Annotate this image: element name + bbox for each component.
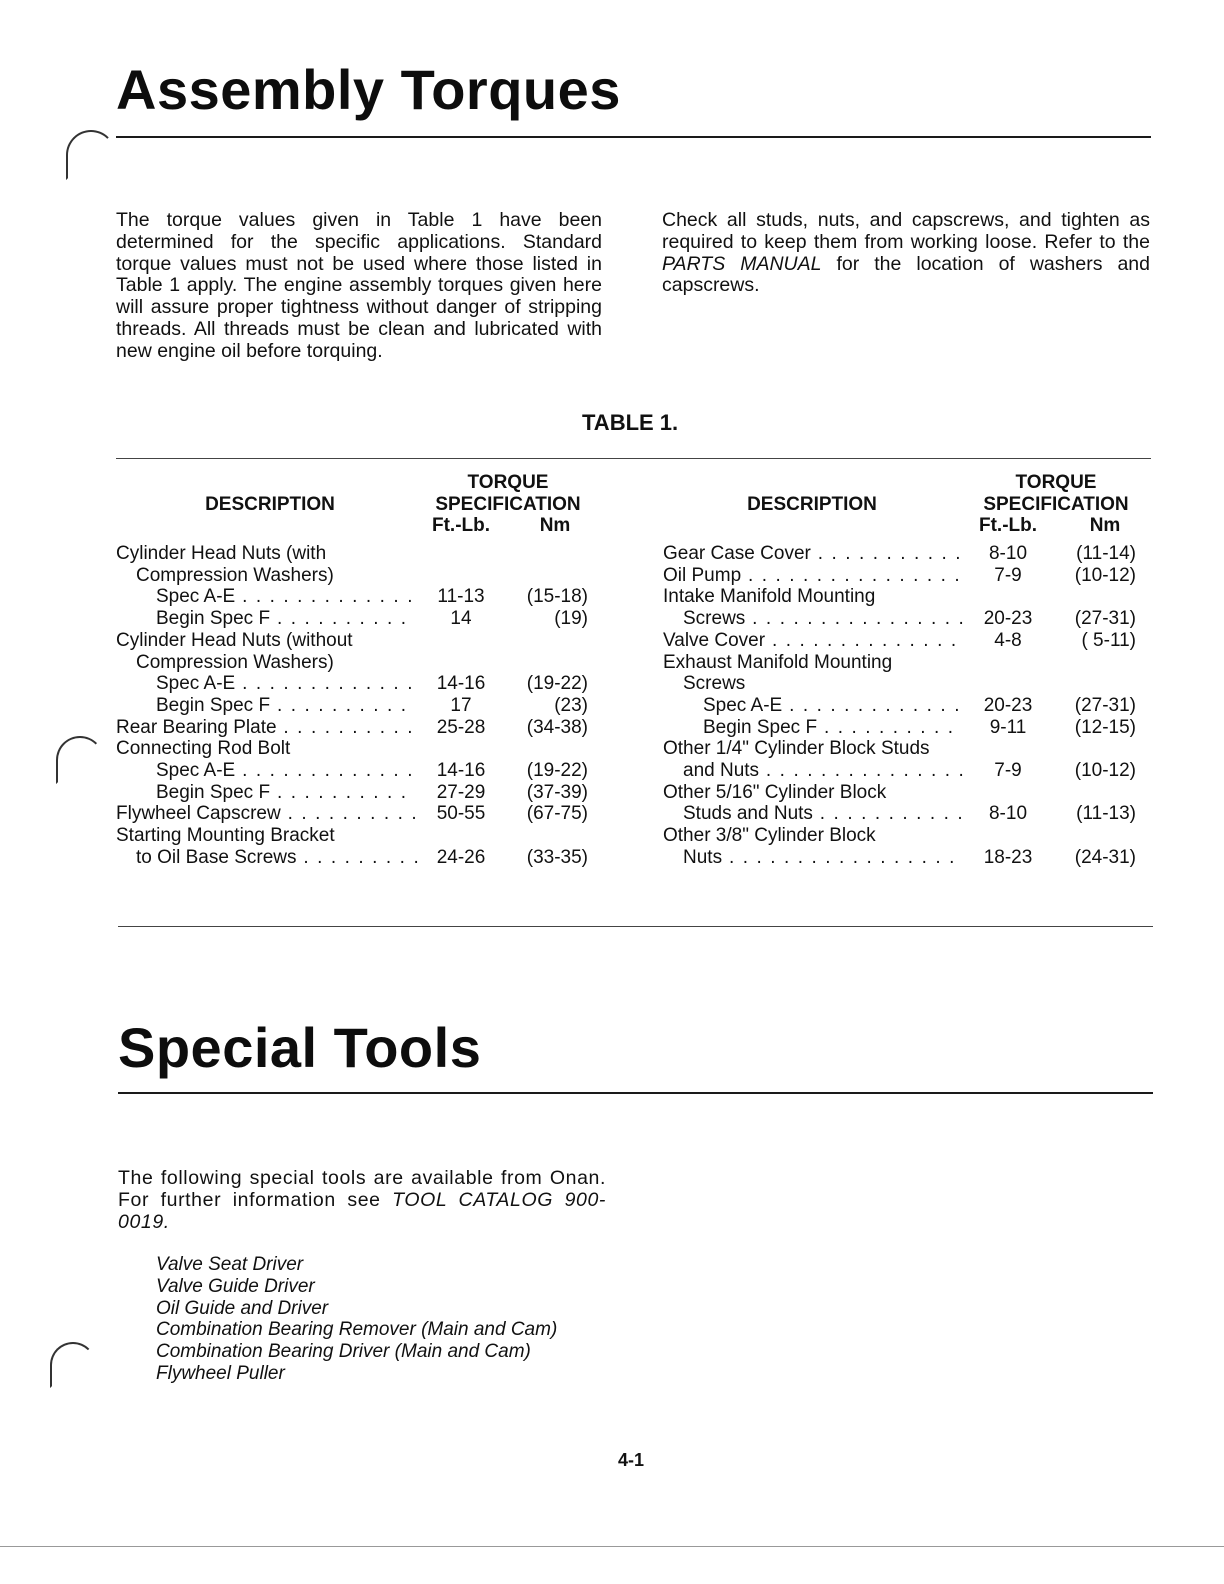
row-description-text: Spec A-E: [703, 694, 783, 716]
row-nm-value: ( 5-11): [1081, 629, 1136, 651]
row-description-text: Rear Bearing Plate: [116, 716, 277, 738]
row-description-text: Other 1/4" Cylinder Block Studs: [663, 738, 930, 760]
left-specification-header: SPECIFICATION: [435, 494, 581, 515]
dot-leader: . . . . . . . . . . .: [812, 803, 965, 825]
row-description: [663, 825, 876, 847]
row-description: [703, 695, 961, 717]
dot-leader: . . . . . . . . . . . . .: [235, 586, 415, 608]
row-ftlb-value: 9-11: [989, 716, 1027, 738]
right-description-header: DESCRIPTION: [747, 494, 877, 515]
table-row: [116, 847, 588, 869]
right-torque-header: TORQUE: [1015, 472, 1097, 493]
special-tools-rule: [118, 1092, 1153, 1094]
table-row: [663, 630, 1136, 652]
binder-hole-mark-top: [66, 130, 116, 180]
dot-leader: . . . . . . . . . .: [280, 803, 419, 825]
row-description-text: Valve Cover: [663, 629, 766, 651]
row-description: [156, 695, 408, 717]
row-description: [136, 847, 420, 869]
list-item: Combination Bearing Remover (Main and Cam): [156, 1319, 558, 1341]
row-description: [663, 782, 886, 804]
row-description-text: Cylinder Head Nuts (with: [116, 543, 327, 564]
page-bottom-rule: [0, 1546, 1224, 1547]
table-row: [663, 586, 1136, 608]
table-row: [116, 565, 588, 587]
row-description: [116, 803, 418, 825]
row-description-text: Screws: [683, 673, 746, 695]
dot-leader: . . . . . . . . . . . . .: [782, 694, 962, 716]
row-description-text: Other 3/8" Cylinder Block: [663, 825, 876, 847]
row-description-text: Begin Spec F: [703, 716, 818, 738]
parts-manual-reference: PARTS MANUAL: [662, 252, 822, 275]
table-row: [663, 782, 1136, 804]
row-description-text: Spec A-E: [156, 586, 236, 608]
table-row: [663, 652, 1136, 674]
row-ftlb-value: 4-8: [994, 629, 1022, 651]
table-row: [116, 630, 588, 652]
dot-leader: . . . . . . . . . . . . .: [235, 673, 415, 695]
row-description-text: Begin Spec F: [156, 608, 271, 630]
table-row: [116, 673, 588, 695]
title-rule-top: [116, 136, 1151, 138]
row-nm-value: (27-31): [1074, 608, 1136, 630]
row-ftlb-value: 50-55: [436, 803, 486, 825]
table-row: [116, 652, 588, 674]
row-ftlb-value: 20-23: [983, 608, 1033, 630]
row-description: [156, 782, 408, 804]
dot-leader: . . . . . . . . . .: [270, 781, 408, 803]
row-nm-value: (12-15): [1074, 716, 1136, 738]
special-tools-intro: [118, 1168, 606, 1233]
row-nm-value: (23): [554, 694, 588, 716]
table-row: [116, 738, 588, 760]
row-description: [116, 630, 353, 652]
table-row: [663, 803, 1136, 825]
row-description: [136, 652, 334, 674]
row-nm-value: (10-12): [1074, 564, 1136, 586]
table-row: [663, 847, 1136, 869]
intro-right-text-b: for the location of washers and capscrews.: [662, 252, 1150, 297]
intro-right-text-a: Check all studs, nuts, and capscrews, and tighten as required to keep them from working loose. Refer to the: [662, 209, 1150, 253]
tool-catalog-reference: TOOL CATALOG 900-0019.: [118, 1188, 607, 1233]
special-tools-list: [156, 1254, 557, 1385]
row-description: [663, 565, 961, 587]
row-description: [156, 673, 414, 695]
row-nm-value: (19): [554, 608, 588, 630]
table-row: [116, 543, 588, 565]
dot-leader: . . . . . . . . . . . . . . . .: [745, 608, 966, 630]
row-ftlb-value: 7-9: [994, 760, 1022, 781]
row-description: [663, 630, 958, 652]
row-description: [663, 543, 962, 565]
row-description: [156, 586, 414, 608]
row-description: [136, 565, 334, 587]
row-description-text: Screws: [683, 608, 746, 630]
left-description-header: DESCRIPTION: [205, 494, 335, 515]
left-nm-header: Nm: [539, 515, 571, 536]
table-row: [116, 760, 588, 782]
row-nm-value: (15-18): [526, 586, 588, 608]
row-description: [663, 586, 875, 608]
binder-hole-mark-middle: [56, 736, 104, 784]
right-nm-header: Nm: [1089, 515, 1121, 536]
row-description-text: Flywheel Capscrew: [116, 803, 281, 825]
row-ftlb-value: 14: [450, 608, 472, 630]
list-item: Oil Guide and Driver: [156, 1297, 329, 1319]
row-nm-value: (67-75): [526, 803, 588, 825]
table-row: [116, 586, 588, 608]
row-description: [683, 803, 964, 825]
binder-hole-mark-bottom: [50, 1342, 96, 1388]
row-description-text: Begin Spec F: [156, 694, 271, 716]
left-ftlb-header: Ft.-Lb.: [431, 515, 491, 536]
row-description-text: Other 5/16" Cylinder Block: [663, 781, 887, 803]
row-description-text: Spec A-E: [156, 760, 236, 781]
table-row: [663, 825, 1136, 847]
table-row: [116, 782, 588, 804]
row-description: [156, 760, 414, 782]
row-description-text: Spec A-E: [156, 673, 236, 695]
row-ftlb-value: 18-23: [983, 846, 1033, 868]
table-row: [663, 608, 1136, 630]
row-nm-value: (24-31): [1074, 846, 1136, 868]
table-row: [663, 760, 1136, 782]
right-specification-header: SPECIFICATION: [983, 494, 1129, 515]
row-description: [116, 738, 290, 760]
row-description: [663, 652, 892, 674]
row-nm-value: (11-14): [1076, 543, 1136, 564]
table-row: [116, 695, 588, 717]
row-description: [116, 543, 326, 565]
table-row: [663, 717, 1136, 739]
table-row: [116, 825, 588, 847]
intro-paragraph-left: The torque values given in Table 1 have been determined for the specific applications. Standard torque values must not be used where those listed in Table 1 apply. The engine assembly torques given here will assure proper tightness without danger of stripping threads. All threads must be clean and lubricated with new engine oil before torquing.: [116, 209, 602, 362]
row-description: [116, 825, 335, 847]
row-ftlb-value: 8-10: [988, 803, 1028, 825]
row-ftlb-value: 14-16: [436, 673, 486, 695]
table-rule-bottom: [118, 926, 1153, 927]
row-description: [683, 608, 965, 630]
list-item: Valve Guide Driver: [156, 1275, 315, 1297]
row-description: [683, 673, 745, 695]
row-description-text: and Nuts: [683, 760, 760, 781]
page-number: 4-1: [618, 1450, 645, 1470]
table-row: [663, 738, 1136, 760]
row-description-text: Nuts: [683, 846, 723, 868]
dot-leader: . . . . . . . . . .: [276, 716, 415, 738]
page-title-assembly-torques: Assembly Torques: [116, 58, 621, 121]
dot-leader: . . . . . . . . . .: [270, 694, 408, 716]
row-nm-value: (27-31): [1074, 694, 1136, 716]
row-description-text: Studs and Nuts: [683, 803, 813, 825]
table-rule-top: [116, 458, 1151, 459]
row-description: [156, 608, 408, 630]
row-description: [703, 717, 955, 739]
table-row: [663, 543, 1136, 565]
row-ftlb-value: 24-26: [436, 846, 486, 868]
dot-leader: . . . . . . . . . . . . . .: [765, 629, 958, 651]
dot-leader: . . . . . . . . . . . . .: [235, 760, 415, 781]
intro-paragraph-right: [662, 210, 1150, 297]
row-description-text: Intake Manifold Mounting: [663, 586, 876, 608]
row-ftlb-value: 14-16: [436, 760, 486, 781]
row-ftlb-value: 8-10: [988, 543, 1028, 564]
row-ftlb-value: 27-29: [436, 781, 486, 803]
table-title: TABLE 1.: [582, 410, 679, 435]
row-nm-value: (37-39): [526, 781, 588, 803]
list-item: Valve Seat Driver: [156, 1254, 304, 1275]
dot-leader: . . . . . . . . . . . . . . . .: [741, 564, 962, 586]
list-item: Combination Bearing Driver (Main and Cam): [156, 1341, 531, 1363]
row-description-text: Compression Washers): [136, 651, 334, 673]
table-row: [663, 673, 1136, 695]
row-nm-value: (10-12): [1074, 760, 1136, 781]
dot-leader: . . . . . . . . . .: [817, 716, 955, 738]
row-ftlb-value: 25-28: [436, 716, 486, 738]
row-nm-value: (19-22): [526, 760, 588, 781]
row-nm-value: (19-22): [526, 673, 588, 695]
row-ftlb-value: 11-13: [437, 586, 485, 608]
row-description-text: Starting Mounting Bracket: [116, 825, 335, 847]
row-description-text: Cylinder Head Nuts (without: [116, 629, 353, 651]
row-ftlb-value: 17: [450, 694, 472, 716]
row-nm-value: (34-38): [526, 716, 588, 738]
dot-leader: . . . . . . . . . . .: [810, 543, 963, 564]
row-description-text: Compression Washers): [136, 564, 334, 586]
row-ftlb-value: 7-9: [994, 564, 1022, 586]
row-description-text: to Oil Base Screws: [136, 846, 297, 868]
row-description-text: Connecting Rod Bolt: [116, 738, 291, 760]
dot-leader: . . . . . . . . . . . . . . .: [759, 760, 966, 781]
right-ftlb-header: Ft.-Lb.: [978, 515, 1038, 536]
left-torque-header: TORQUE: [467, 472, 549, 493]
row-description: [116, 717, 414, 739]
row-description: [683, 847, 956, 869]
page-title-special-tools: Special Tools: [118, 1016, 482, 1079]
list-item: Flywheel Puller: [156, 1362, 285, 1384]
table-row: [663, 565, 1136, 587]
dot-leader: . . . . . . . . . .: [270, 608, 408, 630]
row-description-text: Oil Pump: [663, 564, 742, 586]
row-description: [683, 760, 965, 782]
row-description-text: Begin Spec F: [156, 781, 271, 803]
table-row: [116, 803, 588, 825]
table-row: [116, 608, 588, 630]
row-description: [663, 738, 930, 760]
row-nm-value: (33-35): [526, 846, 588, 868]
special-tools-intro-text: The following special tools are available from Onan. For further information see: [118, 1167, 606, 1211]
dot-leader: . . . . . . . . . . . . . . . . .: [722, 846, 956, 868]
row-ftlb-value: 20-23: [983, 694, 1033, 716]
row-nm-value: (11-13): [1076, 803, 1136, 825]
row-description-text: Exhaust Manifold Mounting: [663, 651, 893, 673]
table-row: [663, 695, 1136, 717]
dot-leader: . . . . . . . . .: [296, 846, 421, 868]
row-description-text: Gear Case Cover: [663, 543, 811, 564]
table-row: [116, 717, 588, 739]
